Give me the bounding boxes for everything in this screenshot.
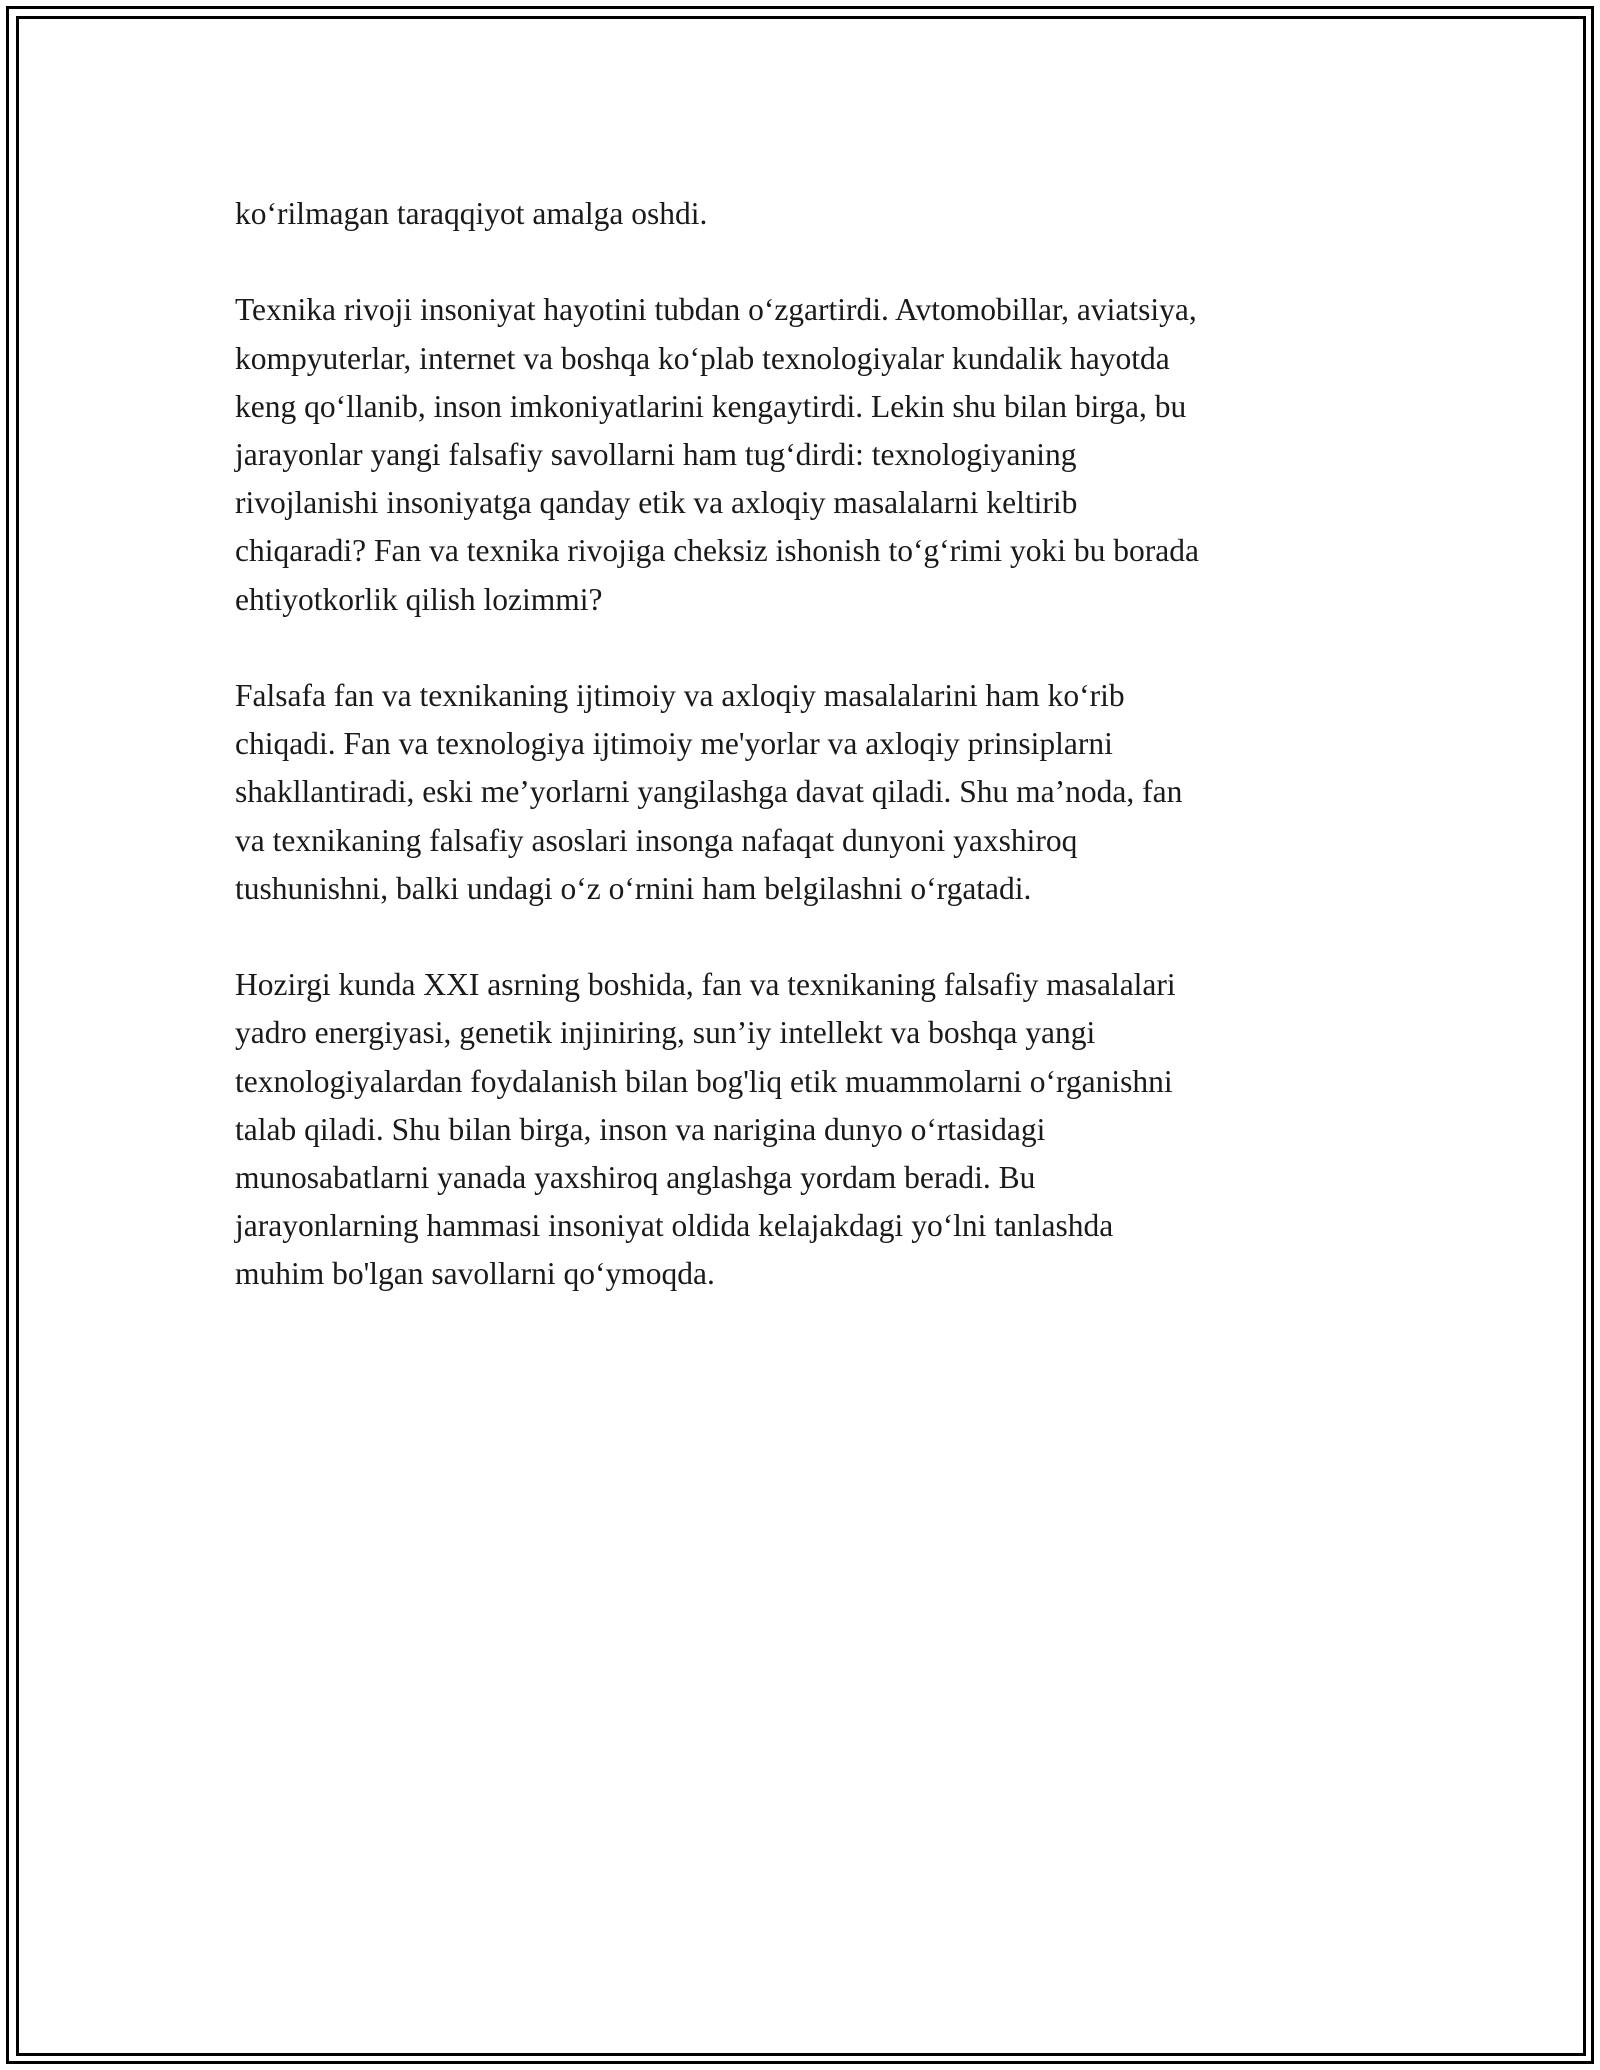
paragraph-2: Texnika rivoji insoniyat hayotini tubdan o‘zgartirdi. Avtomobillar, aviatsiya, kompyuterlar, internet va boshqa ko‘plab texnologiyalar kundalik hayotda keng qo‘llanib, inson imkoniyatlarini kengaytirdi. Lekin shu bilan birga, bu jarayonlar yangi falsafiy savollarni ham tug‘dirdi: texnologiyaning rivojlanishi insoniyatga qanday etik va axloqiy masalalarni keltirib chiqaradi? Fan va texnika rivojiga cheksiz ishonish to‘g‘rimi yoki bu borada ehtiyotkorlik qilish lozimmi?: [235, 292, 1199, 617]
paragraph-4: Hozirgi kunda XXI asrning boshida, fan va texnikaning falsafiy masalalari yadro energiyasi, genetik injiniring, sun’iy intellekt va boshqa yangi texnologiyalardan foydalanish bilan bog'liq etik muammolarni o‘rganishni talab qiladi. Shu bilan birga, inson va narigina dunyo o‘rtasidagi munosabatlarni yanada yaxshiroq anglashga yordam beradi. Bu jarayonlarning hammasi insoniyat oldida kelajakdagi yo‘lni tanlashda muhim bo'lgan savollarni qo‘ymoqda.: [235, 967, 1176, 1292]
paragraph-1: ko‘rilmagan taraqqiyot amalga oshdi.: [235, 196, 708, 231]
document-body: [235, 190, 1370, 1347]
paragraph-3: Falsafa fan va texnikaning ijtimoiy va axloqiy masalalarini ham ko‘rib chiqadi. Fan va texnologiya ijtimoiy me'yorlar va axloqiy prinsiplarni shakllantiradi, eski me’yorlarni yangilashga davat qiladi. Shu ma’noda, fan va texnikaning falsafiy asoslari insonga nafaqat dunyoni yaxshiroq tushunishni, balki undagi o‘z o‘rnini ham belgilashni o‘rgatadi.: [235, 678, 1183, 906]
